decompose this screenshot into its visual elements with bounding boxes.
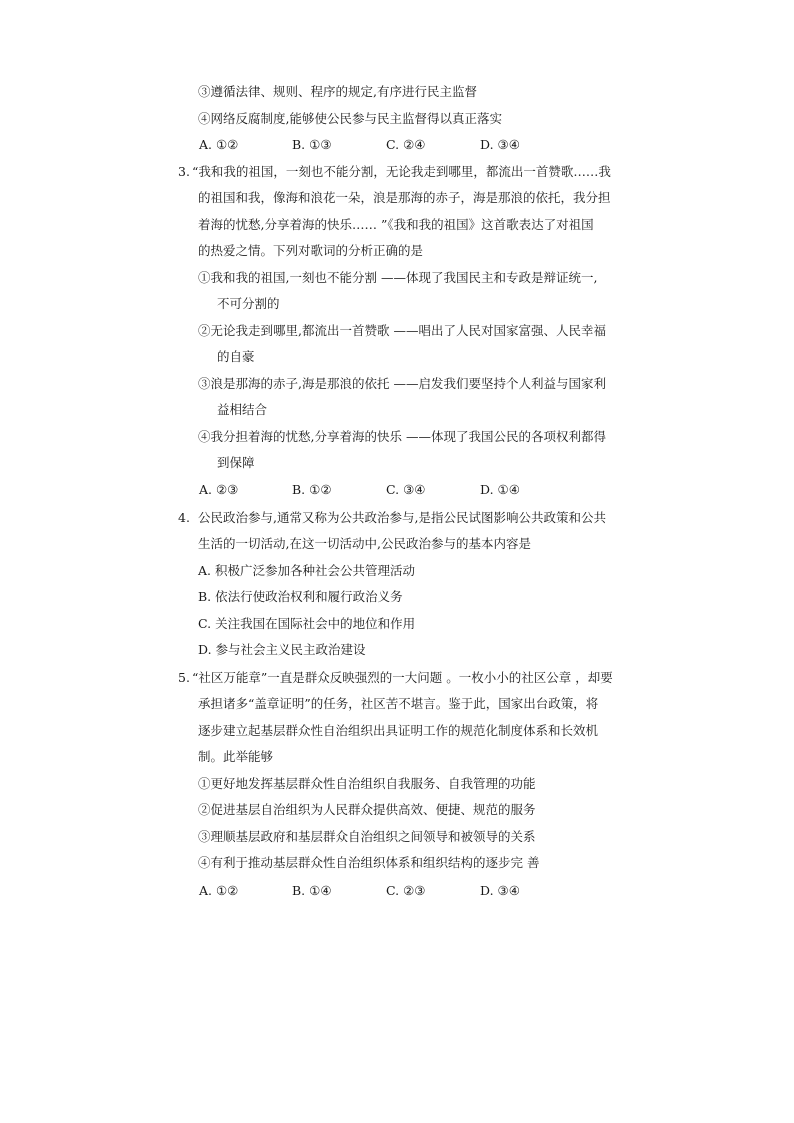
q3-option-b: B. ①② — [292, 482, 332, 497]
q2-options — [0, 137, 794, 153]
q4-option-c: C. 关注我国在国际社会中的地位和作用 — [198, 616, 416, 631]
q5-stem-line-2: 承担诸多“盖章证明”的任务，社区苦不堪言。鉴于此，国家出台政策，将 — [198, 696, 599, 711]
q3-option-a: A. ②③ — [199, 482, 239, 497]
q3-options — [0, 482, 794, 498]
q3-item-3: ③浪是那海的赤子,海是那浪的依托 ——启发我们要坚持个人利益与国家利 — [198, 376, 606, 391]
q4-stem-line-1: 公民政治参与,通常又称为公共政治参与,是指公民试图影响公共政策和公共 — [198, 510, 606, 525]
q5-option-a: A. ①② — [199, 883, 239, 898]
q3-item-2: ②无论我走到哪里,都流出一首赞歌 ——唱出了人民对国家富强、人民幸福 — [198, 323, 606, 338]
q5-item-3: ③理顺基层政府和基层群众自治组织之间领导和被领导的关系 — [198, 829, 536, 844]
q2-option-a: A. ①② — [199, 137, 239, 152]
q3-stem-line-3: 着海的忧愁,分享着海的快乐…… ”《我和我的祖国》这首歌表达了对祖国 — [198, 217, 594, 232]
q2-option-d: D. ③④ — [480, 137, 520, 152]
q5-number: 5. — [178, 670, 190, 685]
q5-stem-line-3: 逐步建立起基层群众性自治组织出具证明工作的规范化制度体系和长效机 — [198, 723, 599, 738]
q5-stem-line-1: “社区万能章”一直是群众反映强烈的一大问题 。一枚小小的社区公章 ，却要 — [192, 670, 613, 685]
q3-item-2-cont: 的自豪 — [217, 349, 255, 364]
q5-item-4: ④有利于推动基层群众性自治组织体系和组织结构的逐步完 善 — [198, 855, 540, 870]
q5-item-2: ②促进基层自治组织为人民群众提供高效、便捷、规范的服务 — [198, 802, 536, 817]
q2-option-b: B. ①③ — [292, 137, 332, 152]
q3-option-d: D. ①④ — [480, 482, 520, 497]
q3-item-4-cont: 到保障 — [217, 455, 255, 470]
q2-item-4: ④网络反腐制度,能够使公民参与民主监督得以真正落实 — [198, 111, 502, 126]
q3-item-4: ④我分担着海的忧愁,分享着海的快乐 ——体现了我国公民的各项权利都得 — [198, 429, 606, 444]
q3-item-1: ①我和我的祖国,一刻也不能分割 ——体现了我国民主和专政是辩证统一, — [198, 270, 598, 285]
q5-stem-line-4: 制。此举能够 — [198, 749, 274, 764]
q3-stem-line-4: 的热爱之情。下列对歌词的分析正确的是 — [198, 243, 424, 258]
q3-item-1-cont: 不可分割的 — [217, 296, 280, 311]
q2-option-c: C. ②④ — [386, 137, 426, 152]
q3-item-3-cont: 益相结合 — [217, 402, 268, 417]
q4-option-a: A. 积极广泛参加各种社会公共管理活动 — [198, 563, 415, 578]
q4-option-b: B. 依法行使政治权利和履行政治义务 — [198, 589, 403, 604]
q3-stem-line-2: 的祖国和我，像海和浪花一朵，浪是那海的赤子，海是那浪的依托，我分担 — [198, 190, 611, 205]
q3-number: 3. — [178, 164, 190, 179]
q4-number: 4. — [178, 510, 190, 525]
q5-option-b: B. ①④ — [292, 883, 332, 898]
q2-item-3: ③遵循法律、规则、程序的规定,有序进行民主监督 — [198, 84, 477, 99]
q4-stem-line-2: 生活的一切活动,在这一切活动中,公民政治参与的基本内容是 — [198, 536, 531, 551]
q5-option-d: D. ③④ — [480, 883, 520, 898]
q5-options — [0, 883, 794, 899]
q3-option-c: C. ③④ — [386, 482, 426, 497]
q3-stem-line-1: “我和我的祖国，一刻也不能分割，无论我走到哪里，都流出一首赞歌……我 — [192, 164, 611, 179]
q5-item-1: ①更好地发挥基层群众性自治组织自我服务、自我管理的功能 — [198, 776, 536, 791]
q5-option-c: C. ②③ — [386, 883, 426, 898]
q4-option-d: D. 参与社会主义民主政治建设 — [198, 642, 366, 657]
